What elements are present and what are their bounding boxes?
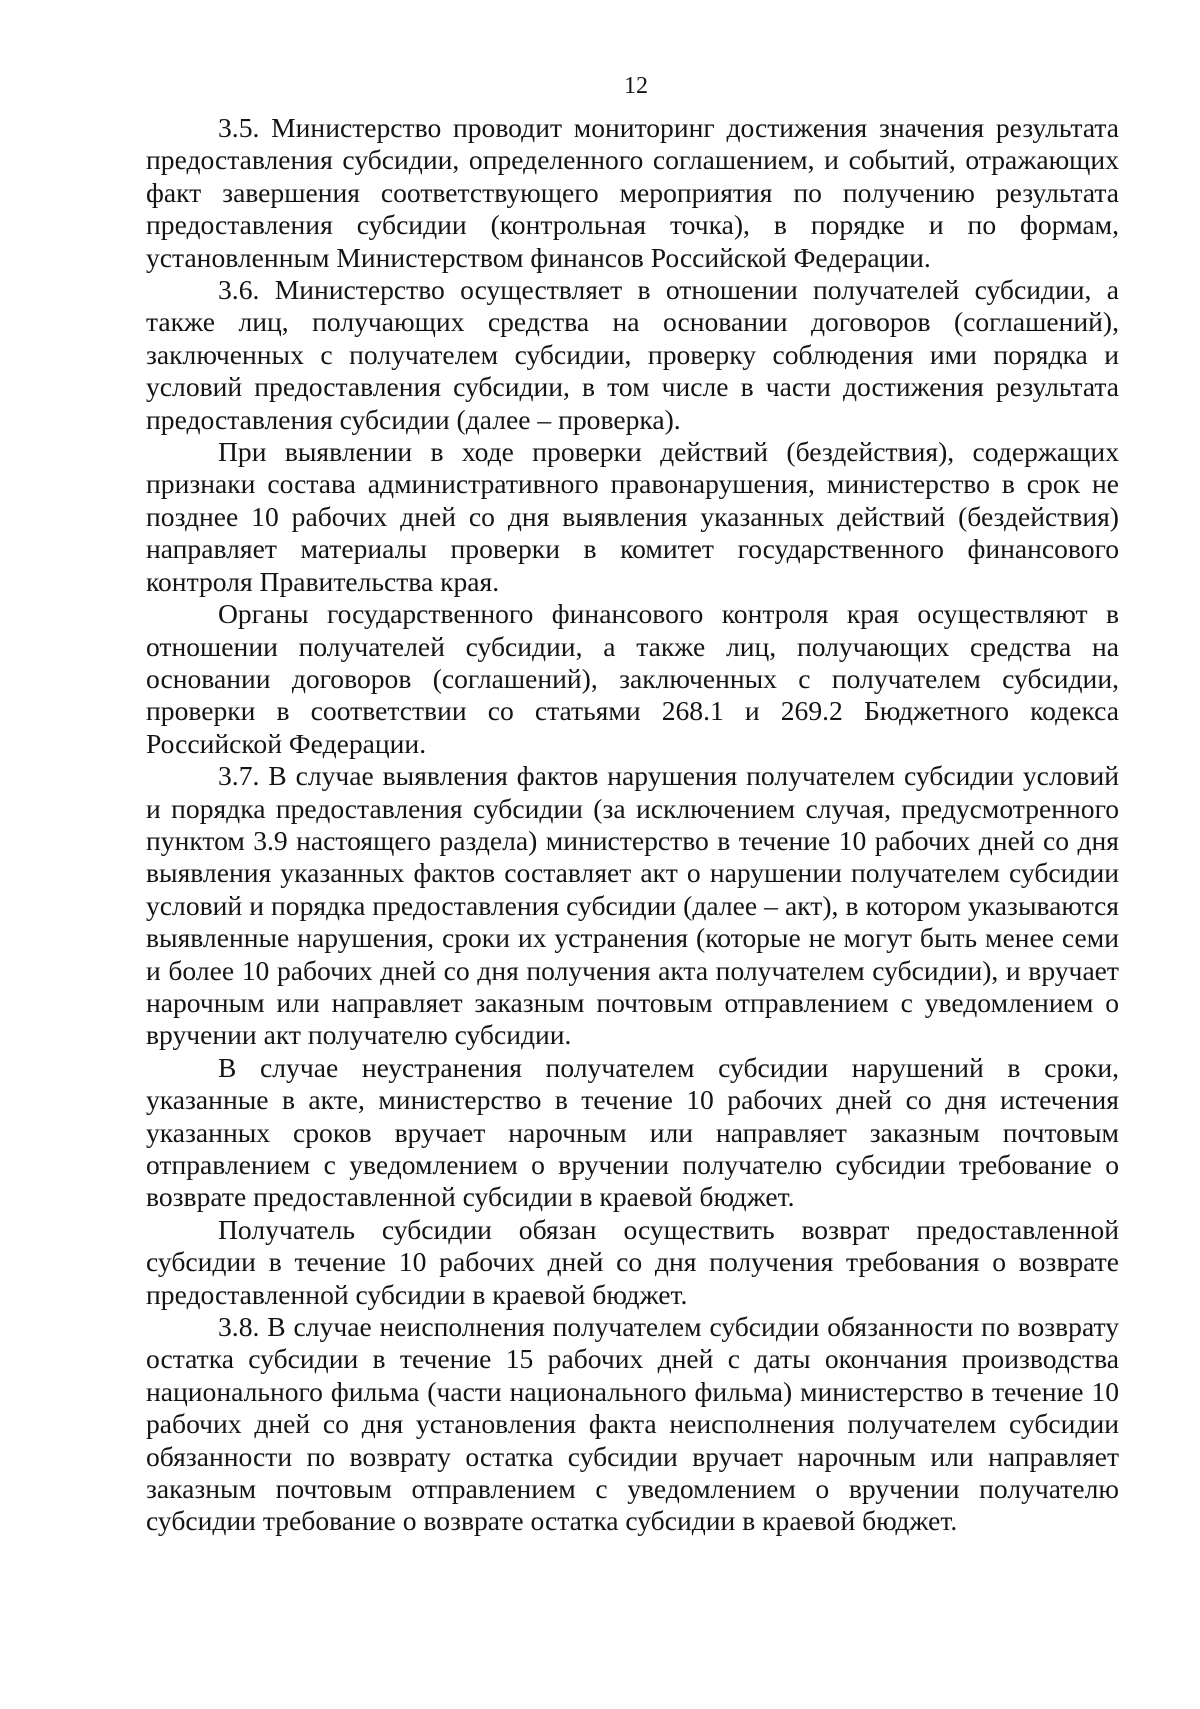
paragraph-3-6: 3.6. Министерство осуществляет в отношении получателей субсидии, а также лиц, получающих средства на основании договоров (соглашений), заключенных с получателем субсидии, проверку соблюдения ими порядка и условий предоставления субсидии, в том числе в части достижения результата предоставления субсидии (далее – проверка). — [146, 274, 1119, 435]
document-body — [146, 112, 1119, 1538]
paragraph-3-8: 3.8. В случае неисполнения получателем субсидии обязанности по возврату остатка субсидии в течение 15 рабочих дней с даты окончания производства национального фильма (части национального фильма) министерство в течение 10 рабочих дней со дня установления факта неисполнения получателем субсидии обязанности по возврату остатка субсидии вручает нарочным или направляет заказным почтовым отправлением с уведомлением о вручении получателю субсидии требование о возврате остатка субсидии в краевой бюджет. — [146, 1311, 1119, 1537]
paragraph-return-obligation: Получатель субсидии обязан осуществить возврат предоставленной субсидии в течение 10 рабочих дней со дня получения требования о возврате предоставленной субсидии в краевой бюджет. — [146, 1213, 1119, 1310]
paragraph-financial-control: Органы государственного финансового контроля края осуществляют в отношении получателей субсидии, а также лиц, получающих средства на основании договоров (соглашений), заключенных с получателем субсидии, проверки в соответствии со статьями 268.1 и 269.2 Бюджетного кодекса Российской Федерации. — [146, 598, 1119, 759]
paragraph-violation-detection: При выявлении в ходе проверки действий (бездействия), содержащих признаки состава административного правонарушения, министерство в срок не позднее 10 рабочих дней со дня выявления указанных действий (бездействия) направляет материалы проверки в комитет государственного финансового контроля Правительства края. — [146, 436, 1119, 597]
paragraph-3-5: 3.5. Министерство проводит мониторинг достижения значения результата предоставления субсидии, определенного соглашением, и событий, отражающих факт завершения соответствующего мероприятия по получению результата предоставления субсидии (контрольная точка), в порядке и по формам, установленным Министерством финансов Российской Федерации. — [146, 112, 1119, 273]
paragraph-3-7: 3.7. В случае выявления фактов нарушения получателем субсидии условий и порядка предоставления субсидии (за исключением случая, предусмотренного пунктом 3.9 настоящего раздела) министерство в течение 10 рабочих дней со дня выявления указанных фактов составляет акт о нарушении получателем субсидии условий и порядка предоставления субсидии (далее – акт), в котором указываются выявленные нарушения, сроки их устранения (которые не могут быть менее семи и более 10 рабочих дней со дня получения акта получателем субсидии), и вручает нарочным или направляет заказным почтовым отправлением с уведомлением о вручении акт получателю субсидии. — [146, 760, 1119, 1051]
paragraph-non-elimination: В случае неустранения получателем субсидии нарушений в сроки, указанные в акте, министерство в течение 10 рабочих дней со дня истечения указанных сроков вручает нарочным или направляет заказным почтовым отправлением с уведомлением о вручении получателю субсидии требование о возврате предоставленной субсидии в краевой бюджет. — [146, 1051, 1119, 1213]
page-number: 12 — [624, 73, 648, 99]
